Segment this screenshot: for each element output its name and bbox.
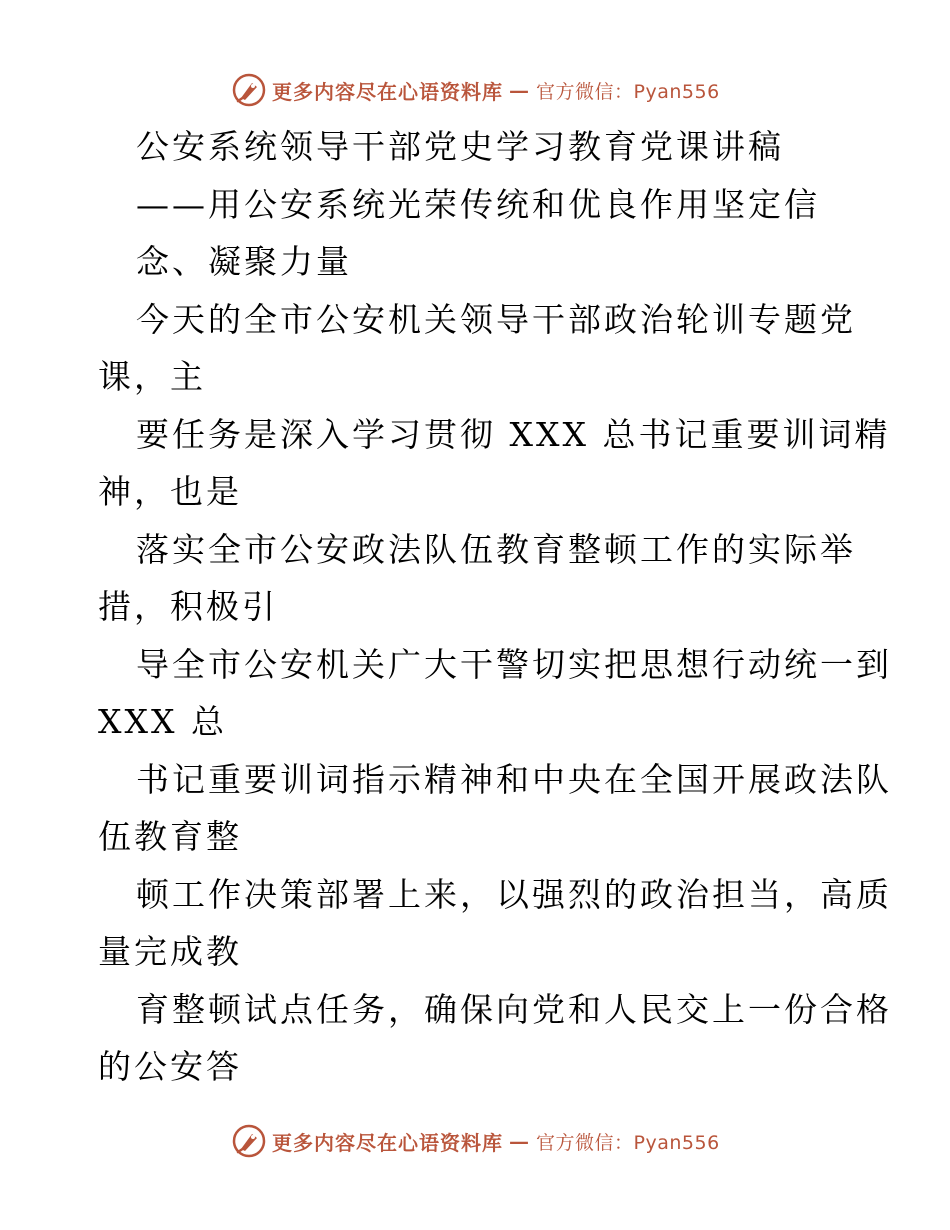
paragraph-line: 课，主 (98, 357, 206, 396)
banner-separator: — (509, 1129, 530, 1153)
paragraph-line: 量完成教 (98, 932, 242, 971)
banner-text: 更多内容尽在心语资料库 (272, 79, 503, 104)
doc-subtitle-line: ——用公安系统光荣传统和优良作用坚定信 (136, 184, 820, 224)
paragraph-line: 顿工作决策部署上来，以强烈的政治担当，高质 (136, 874, 892, 914)
pen-nib-logo-icon (232, 73, 266, 107)
banner-wechat: 官方微信：Pyan556 (536, 80, 720, 103)
banner-text: 更多内容尽在心语资料库 (272, 1130, 503, 1155)
banner-separator: — (509, 78, 530, 102)
paragraph-line: 的公安答 (98, 1047, 242, 1086)
paragraph-line: 育整顿试点任务，确保向党和人民交上一份合格 (136, 989, 892, 1029)
footer-banner (232, 1121, 720, 1161)
banner-wechat: 官方微信：Pyan556 (536, 1131, 720, 1154)
paragraph-line: XXX 总 (98, 702, 227, 741)
paragraph-line: 书记重要训词指示精神和中央在全国开展政法队 (136, 759, 892, 799)
paragraph-line: 神，也是 (98, 472, 242, 511)
pen-nib-logo-icon (232, 1124, 266, 1158)
paragraph-line: 伍教育整 (98, 817, 242, 856)
doc-title-line: 公安系统领导干部党史学习教育党课讲稿 (136, 127, 784, 166)
paragraph-line: 导全市公安机关广大干警切实把思想行动统一到 (136, 644, 892, 684)
doc-subtitle-line: 念、凝聚力量 (136, 242, 352, 281)
paragraph-line: 落实全市公安政法队伍教育整顿工作的实际举 (136, 529, 856, 569)
paragraph-line: 要任务是深入学习贯彻 XXX 总书记重要训词精 (136, 414, 891, 454)
document-body (98, 118, 892, 1096)
paragraph-line: 措，积极引 (98, 587, 278, 626)
paragraph-line: 今天的全市公安机关领导干部政治轮训专题党 (136, 299, 856, 339)
header-banner (232, 70, 720, 110)
